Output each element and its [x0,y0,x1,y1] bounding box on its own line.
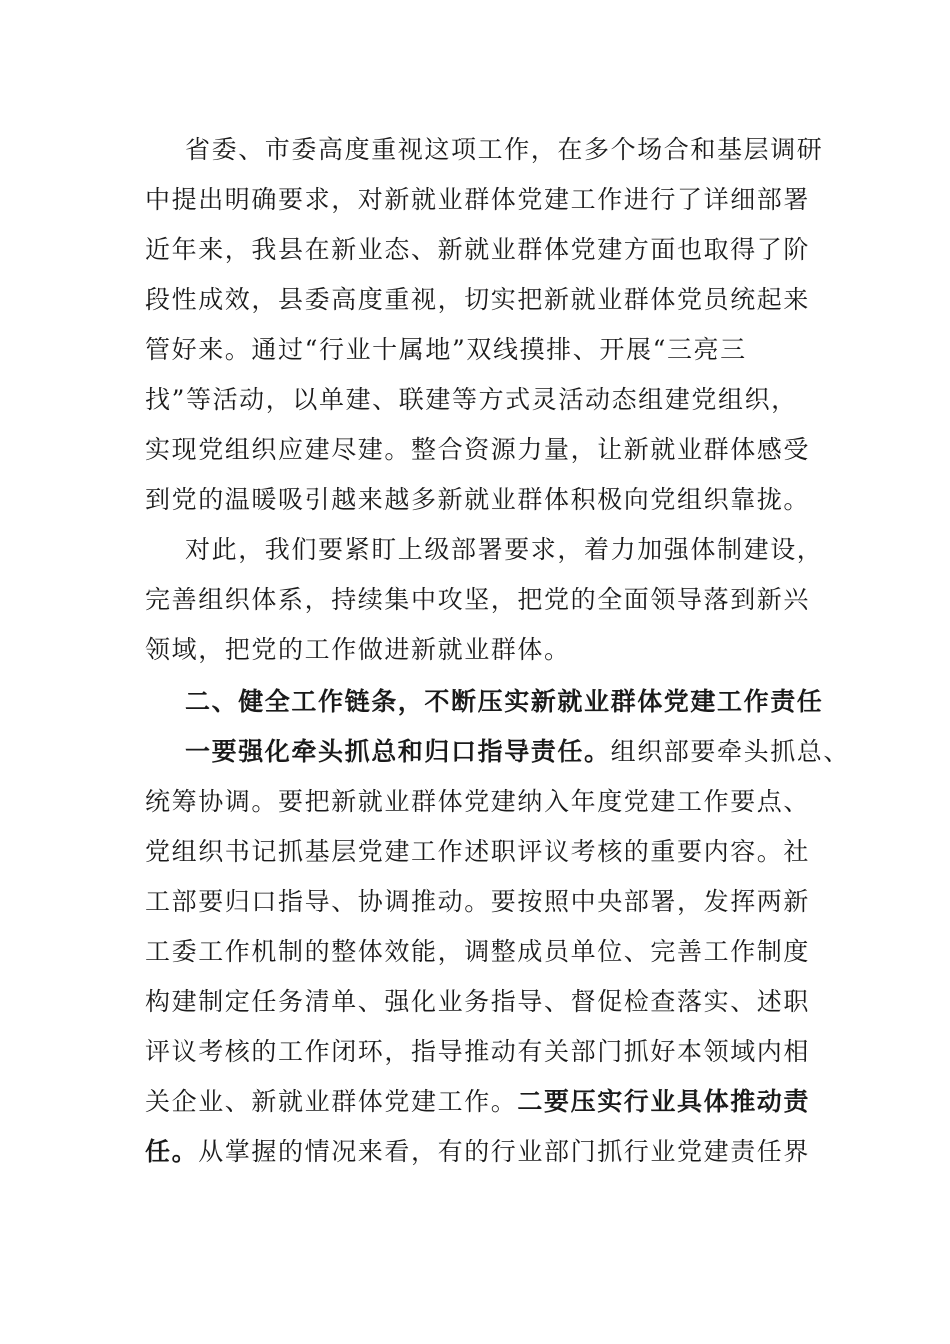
bold-lead-text: 二要压实行业具体推动责 [517,1087,811,1116]
paragraph-text: 从掌握的情况来看，有的行业部门抓行业党建责任界 [198,1137,811,1166]
paragraph-line: 构建制定任务清单、强化业务指导、督促检查落实、述职 [145,987,811,1016]
paragraph-line [185,732,865,772]
paragraph-line: 对此，我们要紧盯上级部署要求，着力加强体制建设， [185,535,824,564]
paragraph-line: 实现党组织应建尽建。整合资源力量，让新就业群体感受 [145,435,811,464]
paragraph-line [145,1132,825,1172]
paragraph-line: 段性成效，县委高度重视，切实把新就业群体党员统起来 [145,285,811,314]
paragraph-line: 统筹协调。要把新就业群体党建纳入年度党建工作要点、 [145,787,811,816]
paragraph-line: 工委工作机制的整体效能，调整成员单位、完善工作制度 [145,937,811,966]
paragraph-line: 工部要归口指导、协调推动。要按照中央部署，发挥两新 [145,887,811,916]
paragraph-line: 找”等活动，以单建、联建等方式灵活动态组建党组织， [145,385,798,414]
paragraph-line: 党组织书记抓基层党建工作述职评议考核的重要内容。社 [145,837,811,866]
paragraph-line: 省委、市委高度重视这项工作，在多个场合和基层调研 [185,135,824,164]
paragraph-line: 近年来，我县在新业态、新就业群体党建方面也取得了阶 [145,235,811,264]
paragraph-line: 中提出明确要求，对新就业群体党建工作进行了详细部署 [145,185,811,214]
paragraph-text: 关企业、新就业群体党建工作。 [145,1087,518,1116]
section-heading: 二、健全工作链条，不断压实新就业群体党建工作责任 [185,687,824,716]
paragraph-line: 到党的温暖吸引越来越多新就业群体积极向党组织靠拢。 [145,485,811,514]
paragraph-line: 管好来。通过“行业十属地”双线摸排、开展“三亮三 [145,335,747,364]
paragraph-line: 完善组织体系，持续集中攻坚，把党的全面领导落到新兴 [145,585,811,614]
bold-lead-text: 一要强化牵头抓总和归口指导责任。 [185,737,611,766]
bold-lead-text: 任。 [145,1137,199,1166]
paragraph-line [145,1082,825,1122]
paragraph-line: 领域，把党的工作做进新就业群体。 [145,635,571,664]
paragraph-line: 评议考核的工作闭环，指导推动有关部门抓好本领域内相 [145,1037,811,1066]
paragraph-text: 组织部要牵头抓总、 [610,737,851,766]
